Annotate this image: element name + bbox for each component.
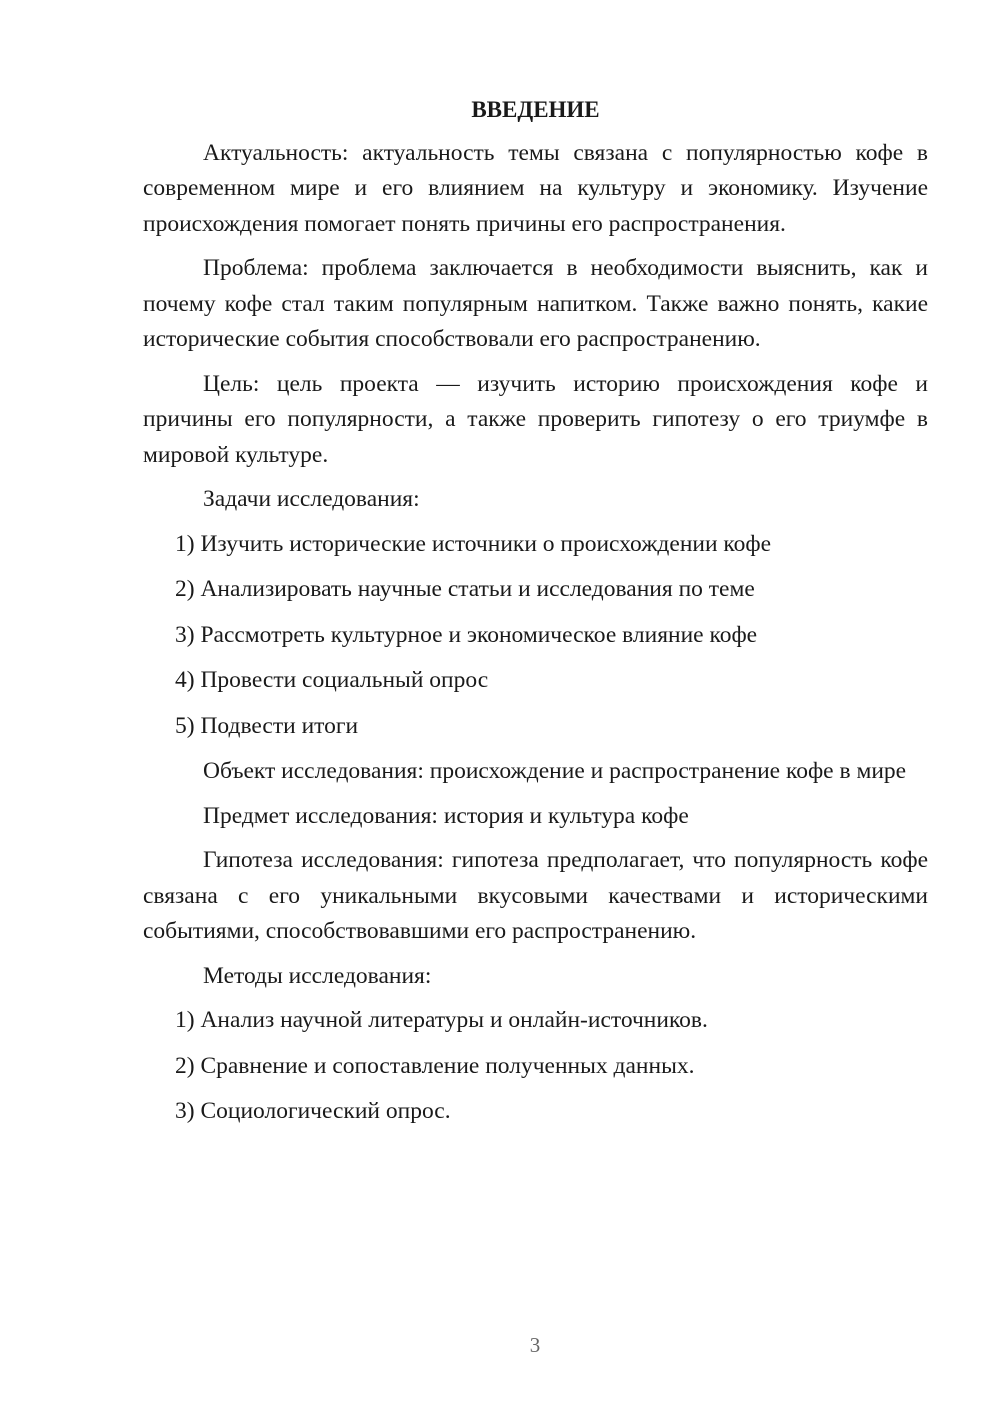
problem-paragraph: Проблема: проблема заключается в необходимости выяснить, как и почему кофе стал таким популярным напитком. Также важно понять, какие исторические события способствовали его распространению. bbox=[143, 255, 928, 352]
section-heading: ВВЕДЕНИЕ bbox=[471, 97, 600, 122]
tasks-title: Задачи исследования: bbox=[203, 486, 420, 512]
task-item: 1) Изучить исторические источники о происхождении кофе bbox=[175, 530, 772, 557]
tasks-list bbox=[143, 527, 928, 745]
method-item: 1) Анализ научной литературы и онлайн-источников. bbox=[175, 1007, 708, 1033]
subject-paragraph: Предмет исследования: история и культура кофе bbox=[203, 802, 689, 829]
actuality-paragraph: Актуальность: актуальность темы связана с популярностью кофе в современном мире и его влиянием на культуру и экономику. Изучение происхождения помогает понять причины его распространения. bbox=[143, 139, 928, 237]
task-item: 5) Подвести итоги bbox=[175, 712, 359, 739]
goal-paragraph: Цель: цель проекта — изучить историю происхождения кофе и причины его популярности, а также проверить гипотезу о его триумфе в мировой культуре. bbox=[143, 370, 928, 468]
page-number: 3 bbox=[529, 1333, 541, 1357]
object-paragraph: Объект исследования: происхождение и распространение кофе в мире bbox=[203, 758, 907, 784]
method-item: 2) Сравнение и сопоставление полученных данных. bbox=[175, 1052, 695, 1079]
task-item: 4) Провести социальный опрос bbox=[175, 667, 489, 693]
page-content bbox=[143, 92, 928, 1140]
hypothesis-paragraph: Гипотеза исследования: гипотеза предполагает, что популярность кофе связана с его уникальными вкусовыми качествами и историческими событиями, способствовавшими его распространению. bbox=[143, 847, 928, 944]
task-item: 3) Рассмотреть культурное и экономическое влияние кофе bbox=[175, 621, 758, 648]
methods-list bbox=[143, 1003, 928, 1130]
method-item: 3) Социологический опрос. bbox=[175, 1098, 451, 1124]
methods-title: Методы исследования: bbox=[203, 962, 432, 989]
task-item: 2) Анализировать научные статьи и исследования по теме bbox=[175, 576, 755, 602]
